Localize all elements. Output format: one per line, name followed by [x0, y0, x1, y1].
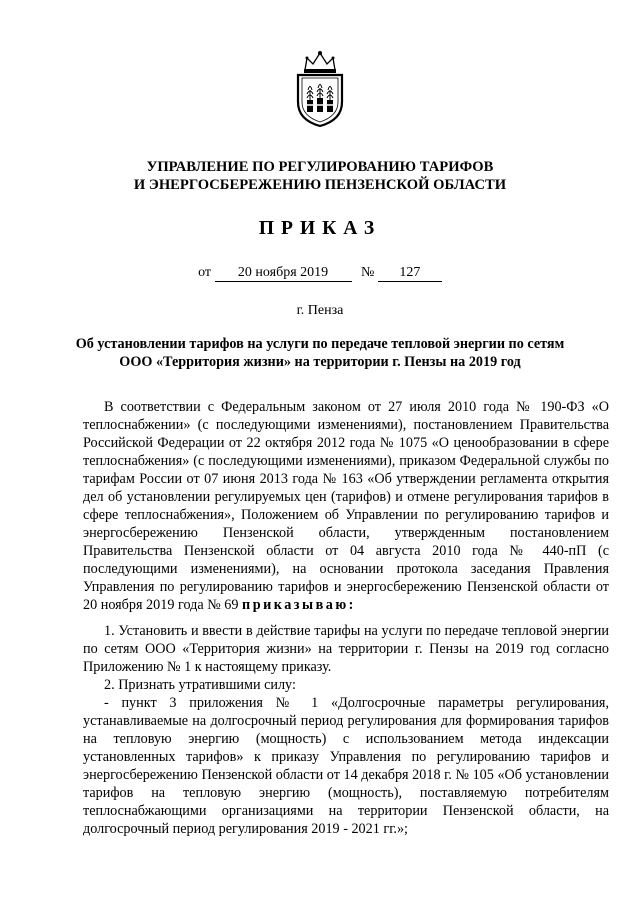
coat-of-arms-icon [291, 50, 349, 128]
order-date: 20 ноября 2019 [215, 265, 352, 282]
item-1-paragraph: 1. Установить и ввести в действие тарифы на услуги по передаче тепловой энергии по сетям ООО «Территория жизни» на территории г. Пензы на 2019 год согласно Приложению № 1 к настоящему приказу. [83, 623, 609, 675]
subject-line-2: ООО «Территория жизни» на территории г. Пензы на 2019 год [119, 354, 521, 370]
agency-name-line-2: И ЭНЕРГОСБЕРЕЖЕНИЮ ПЕНЗЕНСКОЙ ОБЛАСТИ [133, 177, 507, 193]
order-subject [60, 335, 580, 371]
order-word: приказываю: [242, 597, 356, 613]
date-number-line [0, 265, 640, 282]
preamble-paragraph [83, 398, 609, 614]
preamble-text: В соответствии с Федеральным законом от 27 июля 2010 года № 190-ФЗ «О теплоснабжении» (с последующими изменениями), постановлением Правительства Российской Федерации от 22 октября 2012 года № 1075 «О ценообразовании в сфере теплоснабжения» (с последующими изменениями), приказом Федеральной службы по тарифам России от 07 июня 2013 года № 163 «Об утверждении регламента открытия дел об установлении регулируемых цен (тарифов) и отмене регулирования тарифов в сфере теплоснабжения», Положением об Управлении по регулированию тарифов и энергосбережению Пензенской области, утвержденным постановлением Правительства Пензенской области от 04 августа 2010 года № 440-пП (с последующими изменениями), на основании протокола заседания Правления Управления по регулированию тарифов и энергосбережению Пензенской области от 20 ноября 2019 года № 69 [83, 399, 609, 613]
number-label: № [361, 265, 375, 280]
date-prefix: от [198, 265, 212, 280]
order-number: 127 [378, 265, 442, 282]
item-2-subitem-paragraph: - пункт 3 приложения № 1 «Долгосрочные параметры регулирования, устанавливаемые на долгосрочный период регулирования для формирования тарифов на тепловую энергию (мощность) с использованием метода индексации установленных тарифов» к приказу Управления по регулированию тарифов и энергосбережению Пензенской области от 14 декабря 2018 г. № 105 «Об установлении тарифов на тепловую энергию (мощность), поставляемую потребителям теплоснабжающими организациями на территории Пензенской области, на долгосрочный период регулирования 2019 - 2021 гг.»; [83, 695, 609, 837]
order-body [83, 398, 609, 838]
city-name: г. Пенза [296, 303, 344, 318]
item-2-paragraph: 2. Признать утратившими силу: [104, 677, 296, 693]
subject-line-1: Об установлении тарифов на услуги по передаче тепловой энергии по сетям [75, 336, 565, 352]
agency-name-line-1: УПРАВЛЕНИЕ ПО РЕГУЛИРОВАНИЮ ТАРИФОВ [146, 159, 494, 175]
document-type-title: ПРИКАЗ [258, 218, 382, 239]
